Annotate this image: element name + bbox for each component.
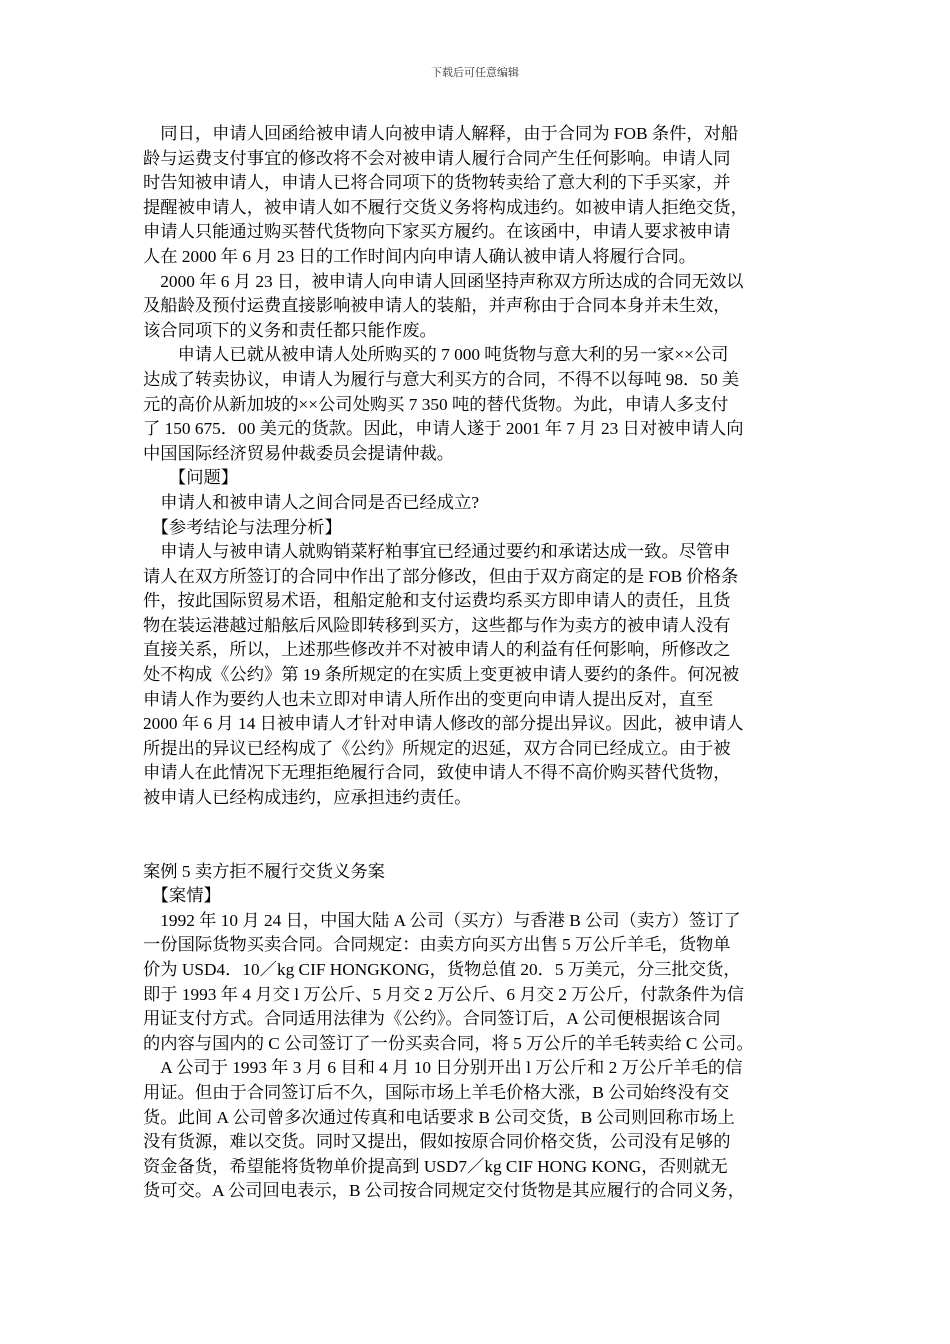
text-line: A 公司于 1993 年 3 月 6 目和 4 月 10 日分别开出 l 万公斤和 2 万公斤羊毛的信 <box>143 1058 743 1078</box>
text-line: 时告知被申请人，申请人已将合同项下的货物转卖给了意大利的下手买家，并 <box>143 173 731 193</box>
text-line: 2000 年 6 月 14 日被申请人才针对申请人修改的部分提出异议。因此，被申请人 <box>143 714 744 734</box>
text-line: 直接关系，所以，上述那些修改并不对被申请人的利益有任何影响，所修改之 <box>143 640 731 660</box>
text-line: 价为 USD4．10／kg CIF HONGKONG，货物总值 20．5 万美元，分三批交货， <box>143 960 741 979</box>
text-line: 1992 年 10 月 24 日，中国大陆 A 公司（买方）与香港 B 公司（卖方）签订了 <box>143 910 741 930</box>
text-line: 元的高价从新加坡的××公司处购买 7 350 吨的替代货物。为此，申请人多支付 <box>143 394 729 414</box>
section-heading-question: 【问题】 <box>143 468 239 488</box>
text-line: 即于 1993 年 4 月交 l 万公斤、5 月交 2 万公斤、6 月交 2 万公斤，付款条件为信 <box>143 984 745 1004</box>
case-title: 案例 5 卖方拒不履行交货义务案 <box>143 861 385 881</box>
text-line: 请人在双方所签订的合同中作出了部分修改，但由于双方商定的是 FOB 价格条 <box>143 566 739 586</box>
text-line: 处不构成《公约》第 19 条所规定的在实质上变更被申请人要约的条件。何况被 <box>143 665 740 685</box>
text-line: 资金备货，希望能将货物单价提高到 USD7／kg CIF HONG KONG，否则就无 <box>143 1156 728 1176</box>
text-line: 申请人与被申请人就购销菜籽粕事宜已经通过要约和承诺达成一致。尽管申 <box>143 542 731 562</box>
text-line: 申请人作为要约人也未立即对申请人所作出的变更向申请人提出反对，直至 <box>143 689 714 709</box>
text-line: 中国国际经济贸易仲裁委员会提请仲裁。 <box>143 443 455 463</box>
text-line: 提醒被申请人，被申请人如不履行交货义务将构成违约。如被申请人拒绝交货， <box>143 197 748 217</box>
text-line: 用证。但由于合同签订后不久，国际市场上羊毛价格大涨，B 公司始终没有交 <box>143 1082 730 1102</box>
text-line: 物在装运港越过船舷后风险即转移到买方，这些都与作为卖方的被申请人没有 <box>143 615 731 635</box>
text-line: 该合同项下的义务和责任都只能作废。 <box>143 320 437 340</box>
text-line: 申请人在此情况下无理拒绝履行合同，致使申请人不得不高价购买替代货物， <box>143 763 731 783</box>
document-body <box>143 122 815 1204</box>
section-spacer <box>143 811 815 860</box>
text-line: 了 150 675．00 美元的货款。因此，申请人遂于 2001 年 7 月 23 日对被申请人向 <box>143 419 744 439</box>
page-header: 下载后可任意编辑 <box>431 66 519 79</box>
text-line: 申请人已就从被申请人处所购买的 7 000 吨货物与意大利的另一家××公司 <box>143 345 729 365</box>
text-line: 龄与运费支付事宜的修改将不会对被申请人履行合同产生任何影响。申请人同 <box>143 148 731 168</box>
text-line: 所提出的异议已经构成了《公约》所规定的迟延，双方合同已经成立。由于被 <box>143 738 731 758</box>
text-line: 用证支付方式。合同适用法律为《公约》。合同签订后，A 公司便根据该合同 <box>143 1009 721 1029</box>
text-line: 同日，申请人回函给被申请人向被申请人解释，由于合同为 FOB 条件，对船 <box>143 124 739 143</box>
text-line: 货可交。A 公司回电表示，B 公司按合同规定交付货物是其应履行的合同义务， <box>143 1181 745 1201</box>
text-line: 的内容与国内的 C 公司签订了一份买卖合同，将 5 万公斤的羊毛转卖给 C 公司。 <box>143 1033 754 1053</box>
question-text: 申请人和被申请人之间合同是否已经成立? <box>143 492 480 512</box>
text-line: 一份国际货物买卖合同。合同规定：由卖方向买方出售 5 万公斤羊毛，货物单 <box>143 935 731 955</box>
section-heading-facts: 【案情】 <box>143 886 221 906</box>
text-line: 货。此间 A 公司曾多次通过传真和电话要求 B 公司交货，B 公司则回称市场上 <box>143 1107 735 1127</box>
text-line: 达成了转卖协议，申请人为履行与意大利买方的合同，不得不以每吨 98．50 美 <box>143 369 740 389</box>
text-line: 2000 年 6 月 23 日，被申请人向申请人回函坚持声称双方所达成的合同无效以 <box>143 271 744 291</box>
text-line: 人在 2000 年 6 月 23 日的工作时间内向申请人确认被申请人将履行合同。 <box>143 246 697 266</box>
text-line: 及船龄及预付运费直接影响被申请人的装船，并声称由于合同本身并未生效， <box>143 296 731 316</box>
text-line: 没有货源，难以交货。同时又提出，假如按原合同价格交货，公司没有足够的 <box>143 1132 731 1152</box>
section-heading-analysis: 【参考结论与法理分析】 <box>143 517 342 537</box>
text-line: 件，按此国际贸易术语，租船定舱和支付运费均系买方即申请人的责任，且货 <box>143 591 731 611</box>
text-line: 申请人只能通过购买替代货物向下家买方履约。在该函中，申请人要求被申请 <box>143 222 731 242</box>
text-line: 被申请人已经构成违约，应承担违约责任。 <box>143 788 472 808</box>
